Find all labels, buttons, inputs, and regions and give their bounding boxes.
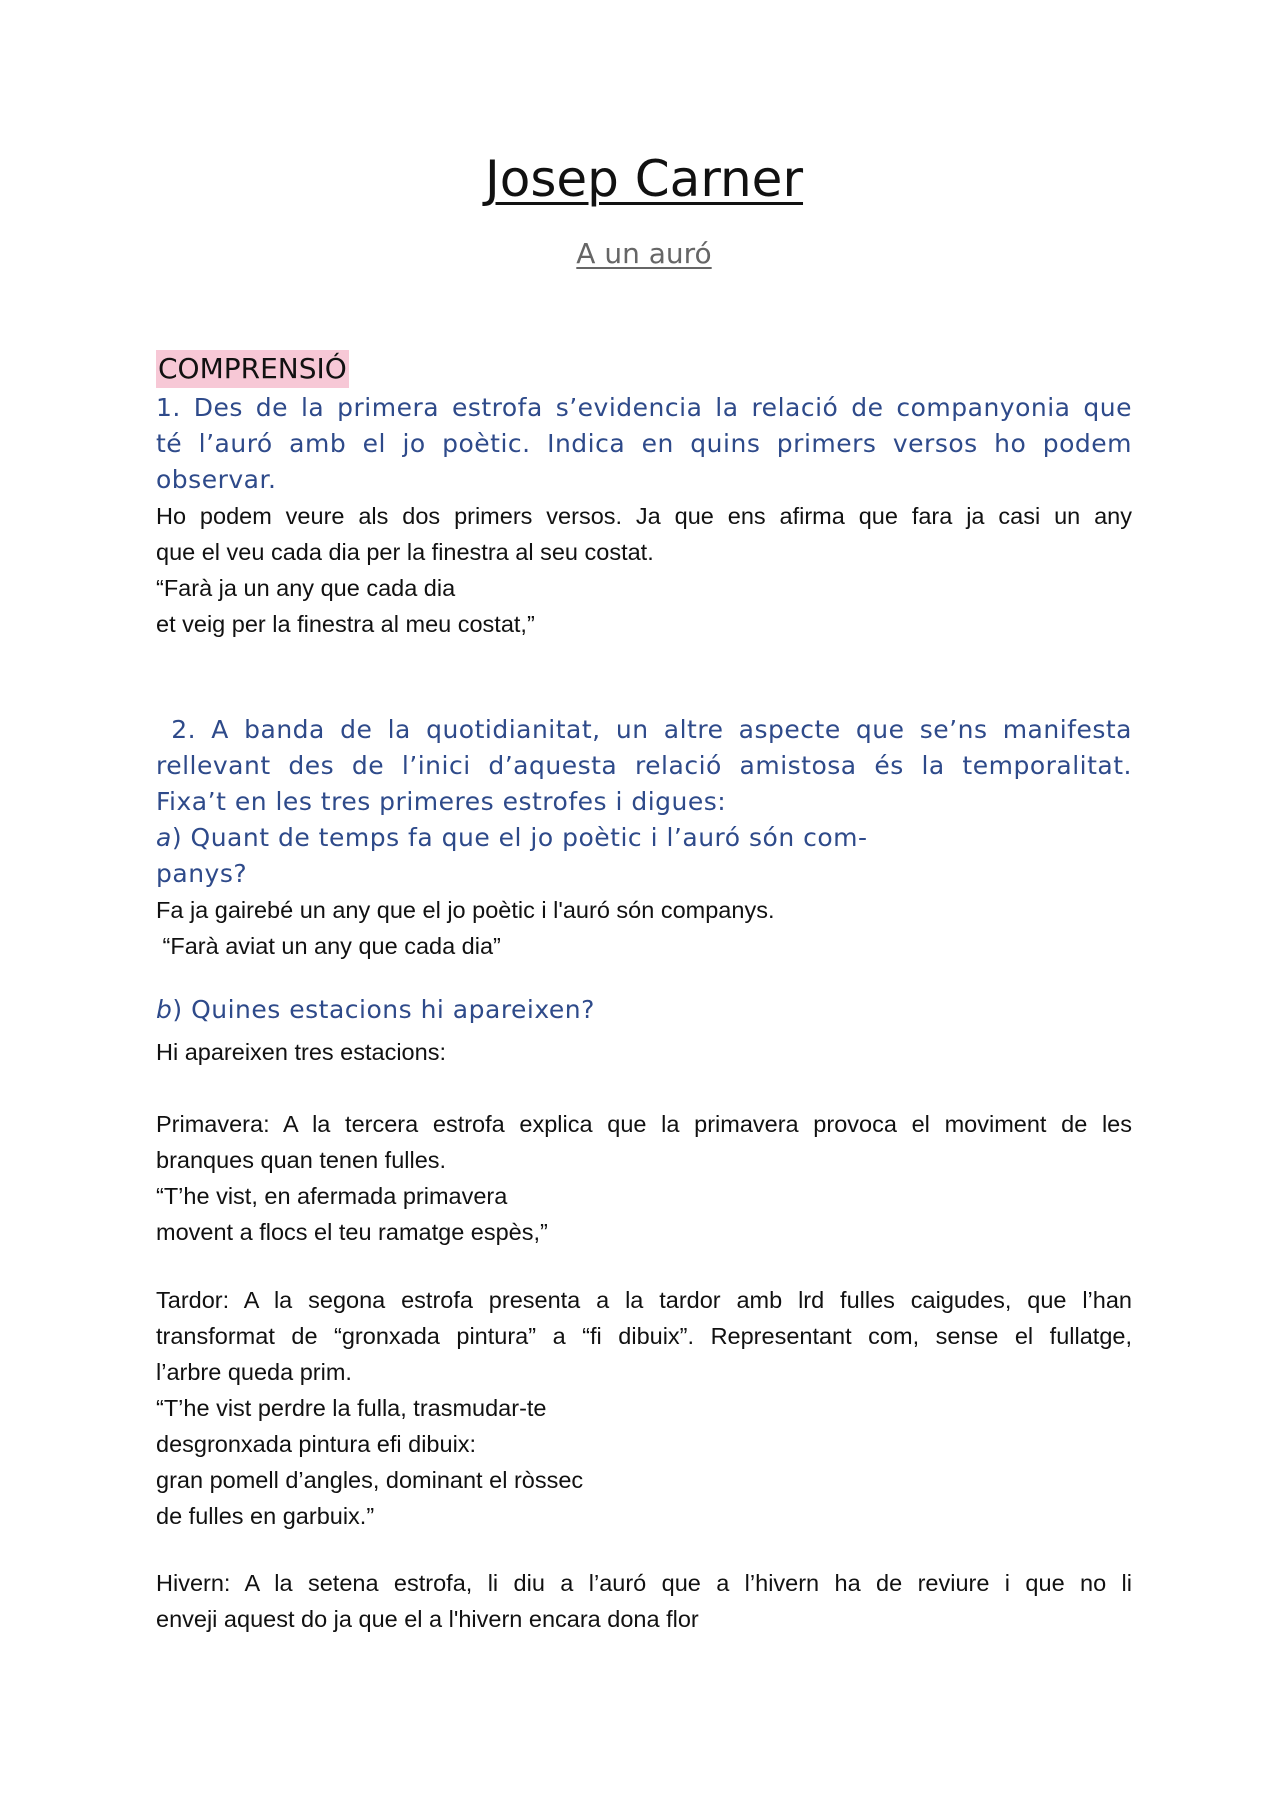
question-1-line: 1. Des de la primera estrofa s’evidencia la relació de companyonia que bbox=[156, 393, 1132, 422]
answer-2a bbox=[156, 892, 1132, 964]
tardor-line: l’arbre queda prim. bbox=[156, 1359, 352, 1385]
answer-1 bbox=[156, 498, 1132, 642]
tardor-quote-line: gran pomell d’angles, dominant el ròssec bbox=[156, 1467, 584, 1493]
question-1-line: observar. bbox=[156, 465, 277, 494]
answer-hivern bbox=[156, 1565, 1132, 1637]
tardor-line: transformat de “gronxada pintura” a “fi dibuix”. Representant com, sense el fullatge, bbox=[156, 1323, 1132, 1349]
answer-2a-quote: “Farà aviat un any que cada dia” bbox=[156, 933, 501, 959]
answer-1-quote-line: “Farà ja un any que cada dia bbox=[156, 575, 456, 601]
answer-tardor bbox=[156, 1282, 1132, 1534]
tardor-quote-line: “T’he vist perdre la fulla, trasmudar-te bbox=[156, 1395, 547, 1421]
question-1-line: té l’auró amb el jo poètic. Indica en quins primers versos ho podem bbox=[156, 429, 1132, 458]
primavera-quote-line: “T’he vist, en afermada primavera bbox=[156, 1183, 508, 1209]
question-2b-label: b bbox=[156, 995, 173, 1024]
primavera-line: branques quan tenen fulles. bbox=[156, 1147, 447, 1173]
question-2a-label: a bbox=[156, 823, 172, 852]
question-2b bbox=[156, 992, 1132, 1028]
answer-2a-line: Fa ja gairebé un any que el jo poètic i l'auró són companys. bbox=[156, 897, 775, 923]
answer-1-line: que el veu cada dia per la finestra al seu costat. bbox=[156, 539, 654, 565]
hivern-line: Hivern: A la setena estrofa, li diu a l’auró que a l’hivern ha de reviure i que no li bbox=[156, 1570, 1132, 1596]
answer-primavera bbox=[156, 1106, 1132, 1250]
question-2-line: Fixa’t en les tres primeres estrofes i digues: bbox=[156, 787, 727, 816]
answer-1-line: Ho podem veure als dos primers versos. Ja que ens afirma que fara ja casi un any bbox=[156, 503, 1132, 529]
answer-2b-intro bbox=[156, 1034, 1132, 1070]
primavera-line: Primavera: A la tercera estrofa explica que la primavera provoca el moviment de les bbox=[156, 1111, 1132, 1137]
question-2-line: 2. A banda de la quotidianitat, un altre aspecte que se’ns manifesta bbox=[156, 715, 1132, 744]
hivern-line: enveji aquest do ja que el a l'hivern encara dona flor bbox=[156, 1606, 699, 1632]
answer-1-quote-line: et veig per la finestra al meu costat,” bbox=[156, 611, 535, 637]
page-title: Josep Carner bbox=[484, 150, 804, 208]
section-heading: COMPRENSIÓ bbox=[156, 350, 349, 388]
question-1 bbox=[156, 390, 1132, 498]
tardor-line: Tardor: A la segona estrofa presenta a la tardor amb lrd fulles caigudes, que l’han bbox=[156, 1287, 1132, 1313]
question-2a-line: a) Quant de temps fa que el jo poètic i l’auró són com- bbox=[156, 823, 868, 852]
answer-2b-intro-line: Hi apareixen tres estacions: bbox=[156, 1039, 446, 1065]
question-2 bbox=[156, 712, 1132, 892]
question-2b-line: b) Quines estacions hi apareixen? bbox=[156, 995, 595, 1024]
tardor-quote-line: desgronxada pintura efi dibuix: bbox=[156, 1431, 477, 1457]
question-2a-line: panys? bbox=[156, 859, 248, 888]
page-subtitle: A un auró bbox=[576, 237, 712, 270]
primavera-quote-line: movent a flocs el teu ramatge espès,” bbox=[156, 1219, 548, 1245]
tardor-quote-line: de fulles en garbuix.” bbox=[156, 1503, 375, 1529]
question-2-line: rellevant des de l’inici d’aquesta relació amistosa és la temporalitat. bbox=[156, 751, 1132, 780]
